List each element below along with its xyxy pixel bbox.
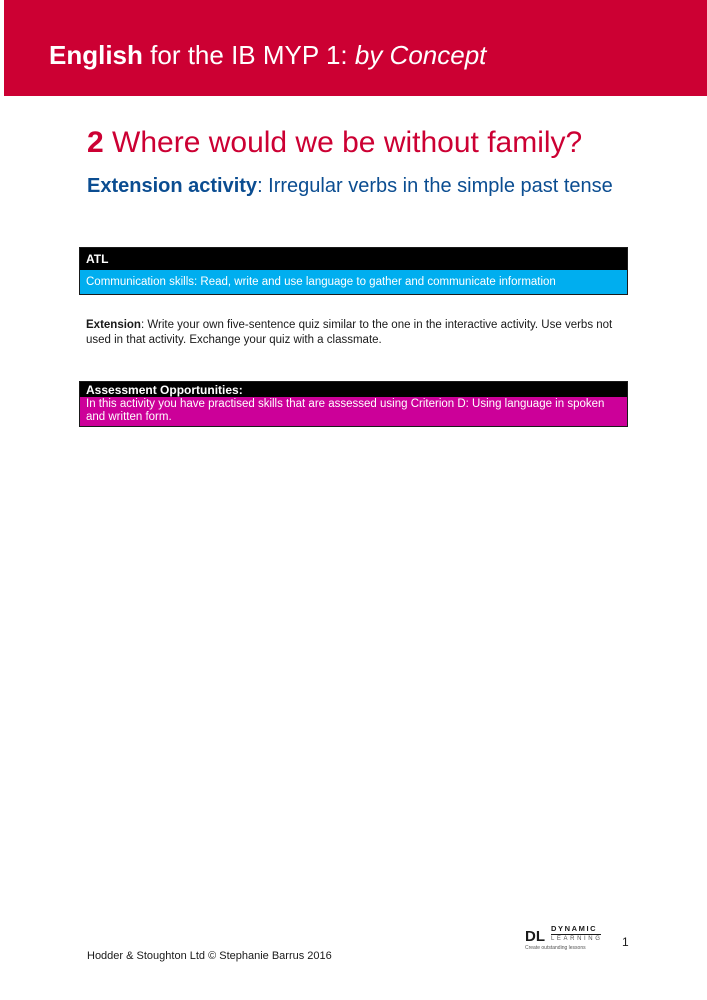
header-banner (4, 0, 707, 96)
book-title-italic: by Concept (354, 40, 487, 70)
atl-box (79, 247, 628, 295)
activity-type: Extension activity (87, 175, 258, 197)
atl-heading: ATL (80, 248, 627, 270)
assessment-text: In this activity you have practised skills that are assessed using Criterion D: Using language in spoken and written form. (80, 397, 627, 426)
logo-word-learning: LEARNING (551, 936, 603, 942)
page-number: 1 (622, 935, 629, 949)
assessment-box (79, 381, 628, 427)
chapter-number: 2 (87, 126, 104, 159)
book-title-plain: for the IB MYP 1: (142, 40, 355, 70)
book-title (49, 40, 486, 70)
activity-subtitle (87, 174, 627, 199)
dl-logo-mark-text: DL (525, 928, 545, 944)
dl-logo-mark-icon (525, 926, 545, 944)
extension-instructions (86, 318, 626, 348)
assessment-heading: Assessment Opportunities: (80, 382, 627, 397)
atl-text: Communication skills: Read, write and use language to gather and communicate information (80, 270, 627, 294)
footer-copyright: Hodder & Stoughton Ltd © Stephanie Barrus 2016 (87, 950, 332, 962)
extension-text: : Write your own five-sentence quiz similar to the one in the interactive activity. Use verbs not used in that activity. Exchange your quiz with a classmate. (86, 319, 613, 346)
logo-word-dynamic: DYNAMIC (551, 924, 598, 933)
chapter-title (87, 125, 582, 161)
logo-tagline: Create outstanding lessons (525, 945, 586, 951)
activity-topic: : Irregular verbs in the simple past tense (257, 175, 613, 197)
logo-divider (551, 934, 601, 935)
book-title-bold: English (49, 40, 143, 70)
chapter-title-text: Where would we be without family? (103, 126, 583, 159)
extension-label: Extension (86, 319, 141, 331)
dynamic-learning-logo (525, 924, 605, 952)
